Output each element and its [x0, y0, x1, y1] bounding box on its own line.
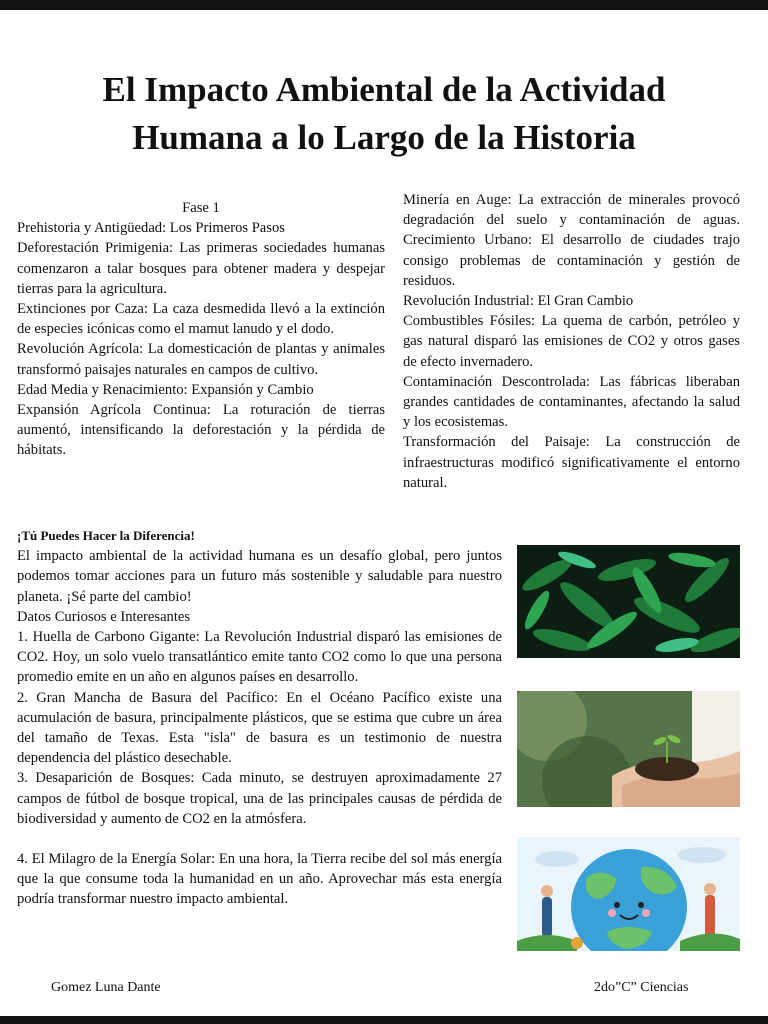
facts-heading: Datos Curiosos e Interesantes: [17, 608, 191, 625]
paragraph-agricultural-expansion: Expansión Agrícola Continua: La roturación de tierras aumentó, intensificando la deforestación y la pérdida de hábitats.: [17, 402, 385, 459]
page-title: [30, 66, 738, 162]
paragraph-landscape: Transformación del Paisaje: La construcción de infraestructuras modificó significativamente el entorno natural.: [403, 434, 740, 491]
bottom-border: [0, 1016, 768, 1024]
paragraph-mining-urban: Minería en Auge: La extracción de minerales provocó degradación del suelo y contaminación de aguas. Crecimiento Urbano: El desarrollo de ciudades trajo consigo problemas de contaminación y gestión de residuos.: [403, 192, 740, 289]
spacer: [17, 829, 502, 849]
intro-paragraph: El impacto ambiental de la actividad humana es un desafío global, pero juntos podemos tomar acciones para un futuro más sostenible y saludable para nuestro planeta. ¡Sé parte del cambio!: [17, 548, 502, 605]
leaves-image: [517, 545, 740, 658]
section-heading-middle-ages: Edad Media y Renacimiento: Expansión y Cambio: [17, 381, 314, 398]
call-to-action-heading: ¡Tú Puedes Hacer la Diferencia!: [17, 528, 195, 543]
earth-illustration-image: [517, 837, 740, 951]
phase-label: Fase 1: [182, 200, 220, 216]
top-border: [0, 0, 768, 10]
paragraph-agricultural-revolution: Revolución Agrícola: La domesticación de plantas y animales transformó paisajes naturales en campos de cultivo.: [17, 341, 385, 378]
section-heading-prehistory: Prehistoria y Antigüedad: Los Primeros Pasos: [17, 220, 285, 237]
title-line-2: Humana a lo Largo de la Historia: [132, 118, 636, 157]
paragraph-extinctions: Extinciones por Caza: La caza desmedida llevó a la extinción de especies icónicas como el mamut lanudo y el dodo.: [17, 301, 385, 338]
fact-item: 4. El Milagro de la Energía Solar: En una hora, la Tierra recibe del sol más energía que la que consume toda la humanidad en un año. Aprovechar más esta energía podría transformar nuestro impacto ambiental.: [17, 851, 502, 908]
paragraph-pollution: Contaminación Descontrolada: Las fábricas liberaban grandes cantidades de contaminantes, afectando la salud y los ecosistemas.: [403, 373, 740, 431]
fact-item: 2. Gran Mancha de Basura del Pacífico: En el Océano Pacífico existe una acumulación de basura, principalmente plásticos, que se estima que cubre un área del tamaño de Texas. Esta "isla" de basura es un testimonio de nuestra dependencia del plástico desechable.: [17, 689, 502, 767]
title-line-1: El Impacto Ambiental de la Actividad: [102, 70, 666, 109]
right-column: [403, 190, 740, 493]
paragraph-deforestation: Deforestación Primigenia: Las primeras sociedades humanas comenzaron a talar bosques para obtener madera y despejar tierras para la agricultura.: [17, 240, 385, 297]
left-column: [17, 198, 385, 461]
paragraph-fossil-fuels: Combustibles Fósiles: La quema de carbón, petróleo y gas natural disparó las emisiones de CO2 y otros gases de efecto invernadero.: [403, 313, 740, 370]
fact-item: 1. Huella de Carbono Gigante: La Revolución Industrial disparó las emisiones de CO2. Hoy, un solo vuelo transatlántico emite tanto CO2 como lo que una persona promedio emite en un año en algunos países en desarrollo.: [17, 629, 502, 686]
hands-seedling-image: [517, 691, 740, 807]
fact-item: 3. Desaparición de Bosques: Cada minuto, se destruyen aproximadamente 27 campos de fútbol de bosque tropical, una de las principales causas de pérdida de biodiversidad y aumento de CO2 en la atmósfera.: [17, 770, 502, 827]
bottom-section: [17, 526, 502, 910]
class-label: 2do”C” Ciencias: [594, 980, 689, 995]
section-heading-industrial: Revolución Industrial: El Gran Cambio: [403, 293, 634, 310]
author-name: Gomez Luna Dante: [51, 980, 161, 995]
